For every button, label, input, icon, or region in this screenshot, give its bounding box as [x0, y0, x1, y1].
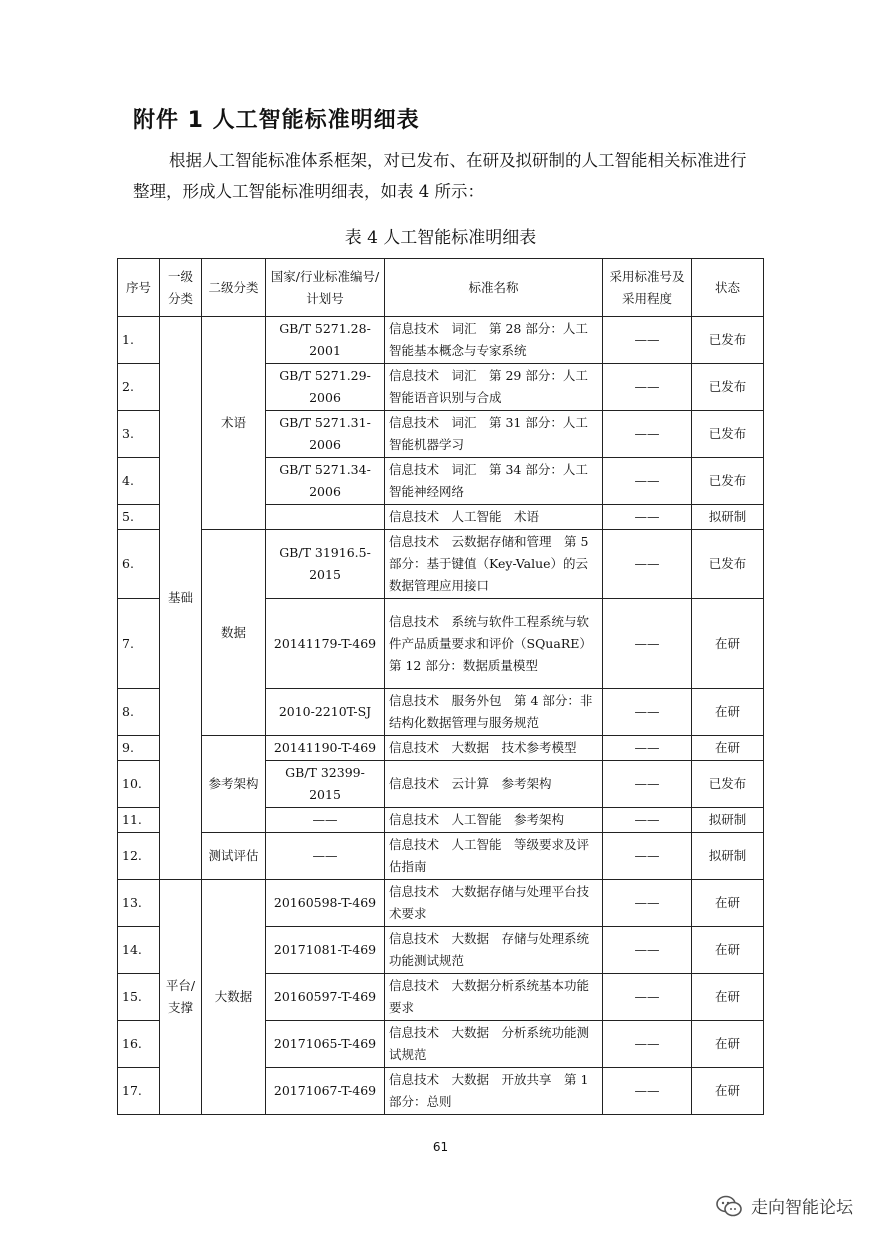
level1-cell: 平台/支撑 [160, 880, 202, 1115]
standard-name: 信息技术 大数据 存储与处理系统功能测试规范 [385, 927, 603, 974]
row-number: 15. [118, 974, 160, 1021]
table-row [118, 833, 764, 880]
status-cell: 在研 [692, 1068, 764, 1115]
standard-name: 信息技术 大数据 技术参考模型 [385, 736, 603, 761]
standard-code: GB/T 5271.28-2001 [266, 317, 385, 364]
adoption-cell: —— [603, 1068, 692, 1115]
standards-table [117, 258, 764, 1115]
header-level1: 一级分类 [160, 259, 202, 317]
row-number: 13. [118, 880, 160, 927]
standard-name: 信息技术 大数据 开放共享 第 1 部分：总则 [385, 1068, 603, 1115]
header-adopt: 采用标准号及采用程度 [603, 259, 692, 317]
status-cell: 已发布 [692, 458, 764, 505]
standard-name: 信息技术 大数据 分析系统功能测试规范 [385, 1021, 603, 1068]
adoption-cell: —— [603, 1021, 692, 1068]
status-cell: 已发布 [692, 317, 764, 364]
row-number: 5. [118, 505, 160, 530]
page-number: 61 [432, 1140, 449, 1154]
standard-name: 信息技术 词汇 第 31 部分：人工智能机器学习 [385, 411, 603, 458]
status-cell: 在研 [692, 599, 764, 689]
row-number: 4. [118, 458, 160, 505]
adoption-cell: —— [603, 411, 692, 458]
intro-paragraph: 根据人工智能标准体系框架，对已发布、在研及拟研制的人工智能相关标准进行整理，形成人工智能标准明细表，如表 4 所示： [133, 151, 747, 201]
adoption-cell: —— [603, 317, 692, 364]
row-number: 6. [118, 530, 160, 599]
status-cell: 已发布 [692, 411, 764, 458]
watermark-text: 走向智能论坛 [751, 1198, 853, 1218]
standard-code: 20171067-T-469 [266, 1068, 385, 1115]
header-no: 序号 [118, 259, 160, 317]
standard-name: 信息技术 服务外包 第 4 部分：非结构化数据管理与服务规范 [385, 689, 603, 736]
row-number: 12. [118, 833, 160, 880]
row-number: 3. [118, 411, 160, 458]
standard-code: 2010-2210T-SJ [266, 689, 385, 736]
standard-name: 信息技术 人工智能 等级要求及评估指南 [385, 833, 603, 880]
row-number: 7. [118, 599, 160, 689]
header-level2: 二级分类 [202, 259, 266, 317]
adoption-cell: —— [603, 530, 692, 599]
standard-code: 20141190-T-469 [266, 736, 385, 761]
standard-name: 信息技术 词汇 第 34 部分：人工智能神经网络 [385, 458, 603, 505]
adoption-cell: —— [603, 761, 692, 808]
standard-name: 信息技术 大数据分析系统基本功能要求 [385, 974, 603, 1021]
level2-cell: 术语 [202, 317, 266, 530]
standard-code: GB/T 5271.29-2006 [266, 364, 385, 411]
header-status: 状态 [692, 259, 764, 317]
level2-cell: 大数据 [202, 880, 266, 1115]
status-cell: 在研 [692, 974, 764, 1021]
status-cell: 拟研制 [692, 833, 764, 880]
table-row [118, 880, 764, 927]
row-number: 8. [118, 689, 160, 736]
chat-bubbles-icon [715, 1194, 743, 1218]
table-header-row [118, 259, 764, 317]
standard-code: —— [266, 808, 385, 833]
status-cell: 在研 [692, 927, 764, 974]
row-number: 1. [118, 317, 160, 364]
standard-name: 信息技术 大数据存储与处理平台技术要求 [385, 880, 603, 927]
level2-cell: 参考架构 [202, 736, 266, 833]
watermark [715, 1193, 853, 1218]
standard-code: —— [266, 833, 385, 880]
standard-code: GB/T 5271.34-2006 [266, 458, 385, 505]
standard-code: 20171081-T-469 [266, 927, 385, 974]
standard-code: 20141179-T-469 [266, 599, 385, 689]
table-caption: 表 4 人工智能标准明细表 [344, 228, 537, 248]
standard-code: GB/T 31916.5-2015 [266, 530, 385, 599]
adoption-cell: —— [603, 808, 692, 833]
row-number: 16. [118, 1021, 160, 1068]
standard-name: 信息技术 人工智能 参考架构 [385, 808, 603, 833]
standard-name: 信息技术 云数据存储和管理 第 5 部分：基于键值（Key-Value）的云数据管理应用接口 [385, 530, 603, 599]
standard-code: GB/T 5271.31-2006 [266, 411, 385, 458]
row-number: 14. [118, 927, 160, 974]
status-cell: 在研 [692, 880, 764, 927]
standard-name: 信息技术 词汇 第 29 部分：人工智能语音识别与合成 [385, 364, 603, 411]
adoption-cell: —— [603, 927, 692, 974]
standard-code [266, 505, 385, 530]
adoption-cell: —— [603, 599, 692, 689]
status-cell: 拟研制 [692, 808, 764, 833]
adoption-cell: —— [603, 736, 692, 761]
row-number: 10. [118, 761, 160, 808]
standard-name: 信息技术 人工智能 术语 [385, 505, 603, 530]
adoption-cell: —— [603, 689, 692, 736]
status-cell: 在研 [692, 689, 764, 736]
row-number: 17. [118, 1068, 160, 1115]
page-heading: 附件 1 人工智能标准明细表 [133, 108, 420, 133]
status-cell: 已发布 [692, 530, 764, 599]
header-name: 标准名称 [385, 259, 603, 317]
status-cell: 在研 [692, 736, 764, 761]
adoption-cell: —— [603, 880, 692, 927]
standard-name: 信息技术 云计算 参考架构 [385, 761, 603, 808]
header-code: 国家/行业标准编号/计划号 [266, 259, 385, 317]
status-cell: 已发布 [692, 364, 764, 411]
standard-code: 20160598-T-469 [266, 880, 385, 927]
level2-cell: 数据 [202, 530, 266, 736]
standard-code: GB/T 32399-2015 [266, 761, 385, 808]
standard-name: 信息技术 词汇 第 28 部分：人工智能基本概念与专家系统 [385, 317, 603, 364]
table-row [118, 736, 764, 761]
status-cell: 在研 [692, 1021, 764, 1068]
status-cell: 拟研制 [692, 505, 764, 530]
adoption-cell: —— [603, 505, 692, 530]
adoption-cell: —— [603, 974, 692, 1021]
row-number: 2. [118, 364, 160, 411]
standard-code: 20160597-T-469 [266, 974, 385, 1021]
row-number: 11. [118, 808, 160, 833]
table-row [118, 317, 764, 364]
standard-name: 信息技术 系统与软件工程系统与软件产品质量要求和评价（SQuaRE） 第 12 部分：数据质量模型 [385, 599, 603, 689]
level2-cell: 测试评估 [202, 833, 266, 880]
adoption-cell: —— [603, 364, 692, 411]
table-row [118, 530, 764, 599]
adoption-cell: —— [603, 833, 692, 880]
status-cell: 已发布 [692, 761, 764, 808]
adoption-cell: —— [603, 458, 692, 505]
level1-cell: 基础 [160, 317, 202, 880]
row-number: 9. [118, 736, 160, 761]
standard-code: 20171065-T-469 [266, 1021, 385, 1068]
